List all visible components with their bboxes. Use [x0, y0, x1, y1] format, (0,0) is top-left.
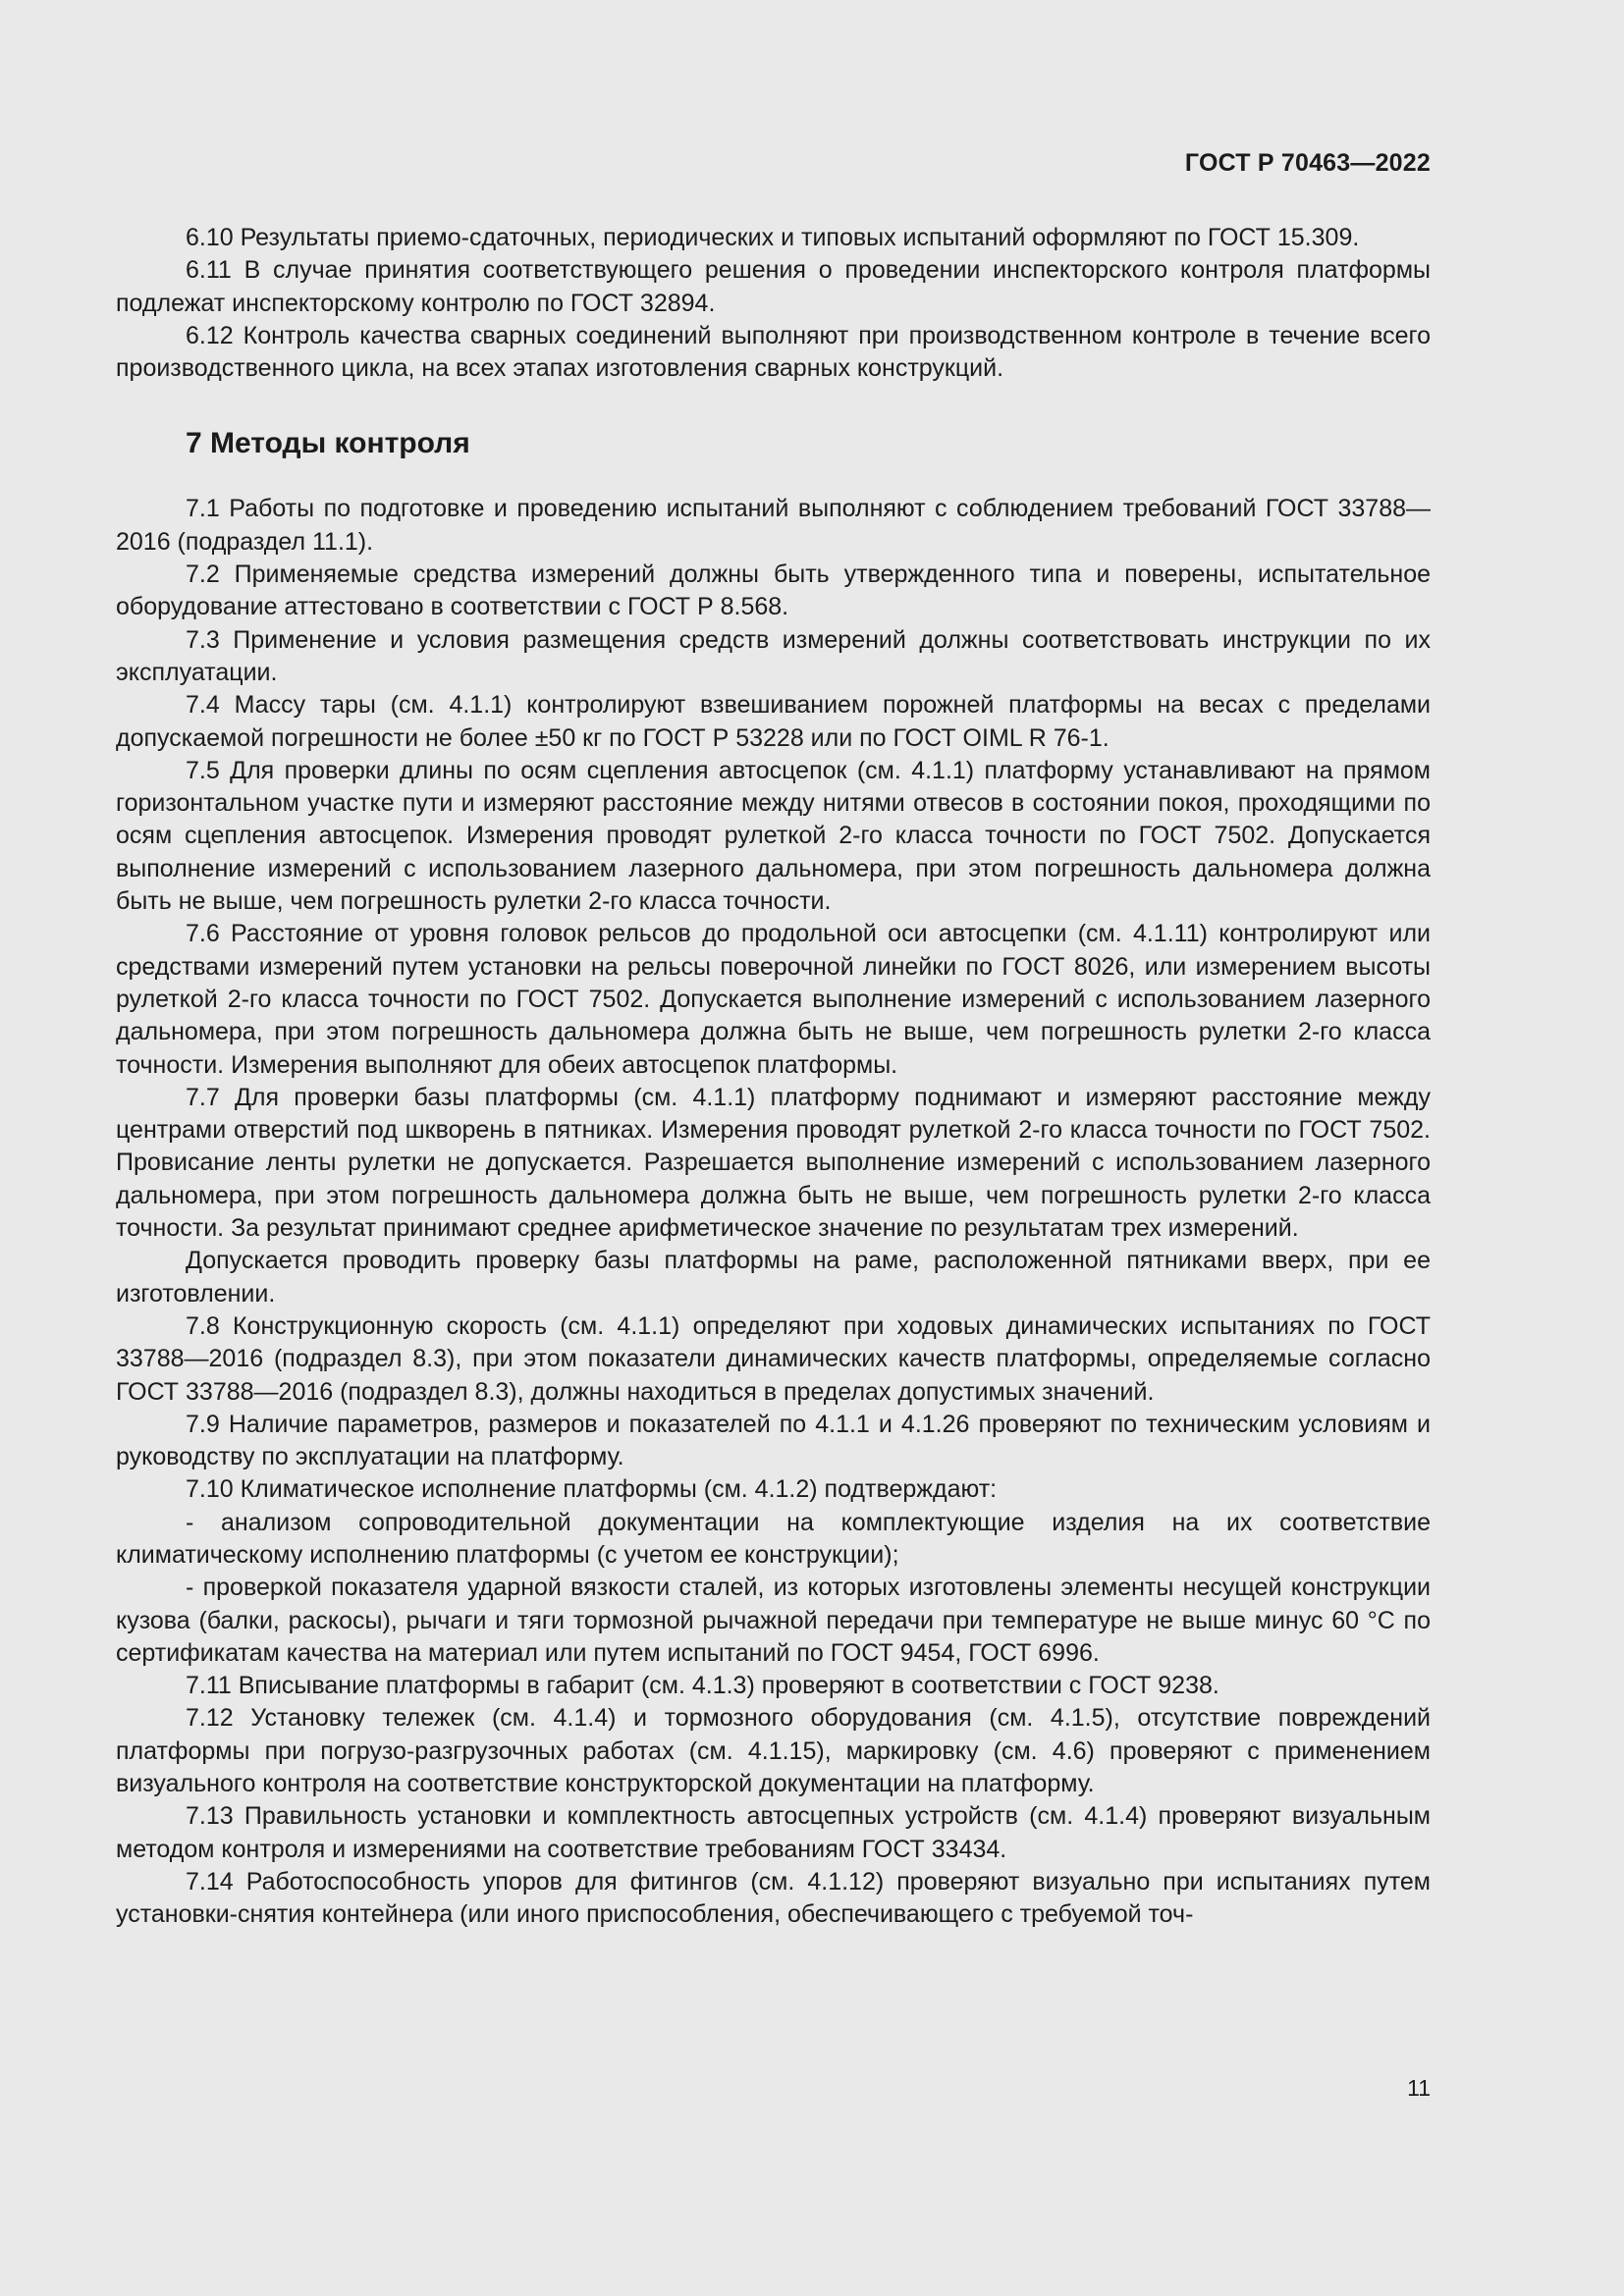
paragraph-7-8: 7.8 Конструкционную скорость (см. 4.1.1) определяют при ходовых динамических испытаниях по ГОСТ 33788—2016 (подраздел 8.3), при этом показатели динамических качеств платформы, определяемые согласно ГОСТ 33788—2016 (подраздел 8.3), должны находиться в пределах допустимых значений. — [116, 1311, 1431, 1406]
paragraph-6-11: 6.11 В случае принятия соответствующего решения о проведении инспекторского контроля платформы подлежат инспекторскому контролю по ГОСТ 32894. — [116, 256, 1431, 317]
page-number: 11 — [1407, 2075, 1431, 2101]
paragraph-7-13: 7.13 Правильность установки и комплектность автосцепных устройств (см. 4.1.4) проверяют визуальным методом контроля и измерениями на соответствие требованиям ГОСТ 33434. — [116, 1802, 1431, 1863]
section-title: 7 Методы контроля — [186, 427, 470, 460]
paragraph-7-6: 7.6 Расстояние от уровня головок рельсов до продольной оси автосцепки (см. 4.1.11) контролируют или средствами измерений путем установки на рельсы поверочной линейки по ГОСТ 8026, или измерением высоты рулеткой 2-го класса точности по ГОСТ 7502. Допускается выполнение измерений с использованием лазерного дальномера, при этом погрешность дальномера должна быть не выше, чем погрешность рулетки 2-го класса точности. Измерения выполняют для обеих автосцепок платформы. — [116, 920, 1431, 1079]
paragraph-7-5: 7.5 Для проверки длины по осям сцепления автосцепок (см. 4.1.1) платформу устанавливают на прямом горизонтальном участке пути и измеряют расстояние между нитями отвесов в состоянии покоя, проходящими по осям сцепления автосцепок. Измерения проводят рулеткой 2-го класса точности по ГОСТ 7502. Допускается выполнение измерений с использованием лазерного дальномера, при этом погрешность дальномера должна быть не выше, чем погрешность рулетки 2-го класса точности. — [116, 756, 1431, 916]
paragraph-7-7-note: Допускается проводить проверку базы платформы на раме, расположенной пятниками вверх, при ее изготовлении. — [116, 1247, 1431, 1308]
paragraph-7-12: 7.12 Установку тележек (см. 4.1.4) и тормозного оборудования (см. 4.1.5), отсутствие повреждений платформы при погрузо-разгрузочных работах (см. 4.1.15), маркировку (см. 4.6) проверяют с применением визуального контроля на соответствие конструкторской документации на платформу. — [116, 1704, 1431, 1798]
paragraph-7-7: 7.7 Для проверки базы платформы (см. 4.1.1) платформу поднимают и измеряют расстояние между центрами отверстий под шкворень в пятниках. Измерения проводят рулеткой 2-го класса точности по ГОСТ 7502. Провисание ленты рулетки не допускается. Разрешается выполнение измерений с использованием лазерного дальномера, при этом погрешность дальномера должна быть не выше, чем погрешность рулетки 2-го класса точности. За результат принимают среднее арифметическое значение по результатам трех измерений. — [116, 1083, 1431, 1243]
paragraph-7-2: 7.2 Применяемые средства измерений должны быть утвержденного типа и поверены, испытательное оборудование аттестовано в соответствии с ГОСТ Р 8.568. — [116, 561, 1431, 621]
list-item-7-10-b: - проверкой показателя ударной вязкости сталей, из которых изготовлены элементы несущей конструкции кузова (балки, раскосы), рычаги и тяги тормозной рычажной передачи при температуре не выше минус 60 °С по сертификатам качества на материал или путем испытаний по ГОСТ 9454, ГОСТ 6996. — [116, 1574, 1431, 1667]
document-page — [116, 0, 1431, 2296]
document-code: ГОСТ Р 70463—2022 — [1184, 149, 1431, 177]
paragraph-7-9: 7.9 Наличие параметров, размеров и показателей по 4.1.1 и 4.1.26 проверяют по техническим условиям и руководству по эксплуатации на платформу. — [116, 1410, 1431, 1471]
paragraph-7-4: 7.4 Массу тары (см. 4.1.1) контролируют взвешиванием порожней платформы на весах с пределами допускаемой погрешности не более ±50 кг по ГОСТ Р 53228 или по ГОСТ OIML R 76-1. — [116, 691, 1431, 752]
paragraph-7-14: 7.14 Работоспособность упоров для фитингов (см. 4.1.12) проверяют визуально при испытаниях путем установки-снятия контейнера (или иного приспособления, обеспечивающего с требуемой точ- — [116, 1867, 1431, 1929]
paragraph-7-1: 7.1 Работы по подготовке и проведению испытаний выполняют с соблюдением требований ГОСТ 33788—2016 (подраздел 11.1). — [116, 495, 1431, 556]
paragraph-6-12: 6.12 Контроль качества сварных соединений выполняют при производственном контроле в течение всего производственного цикла, на всех этапах изготовления сварных конструкций. — [116, 321, 1431, 383]
paragraph-7-10: 7.10 Климатическое исполнение платформы (см. 4.1.2) подтверждают: — [186, 1475, 998, 1504]
paragraph-7-3: 7.3 Применение и условия размещения средств измерений должны соответствовать инструкции по их эксплуатации. — [116, 625, 1431, 686]
paragraph-7-11: 7.11 Вписывание платформы в габарит (см. 4.1.3) проверяют в соответствии с ГОСТ 9238. — [186, 1672, 1219, 1700]
paragraph-6-10: 6.10 Результаты приемо-сдаточных, периодических и типовых испытаний оформляют по ГОСТ 15.309. — [186, 224, 1360, 251]
list-item-7-10-a: - анализом сопроводительной документации на комплектующие изделия на их соответствие климатическому исполнению платформы (с учетом ее конструкции); — [116, 1508, 1431, 1569]
page-content — [116, 222, 1431, 1932]
